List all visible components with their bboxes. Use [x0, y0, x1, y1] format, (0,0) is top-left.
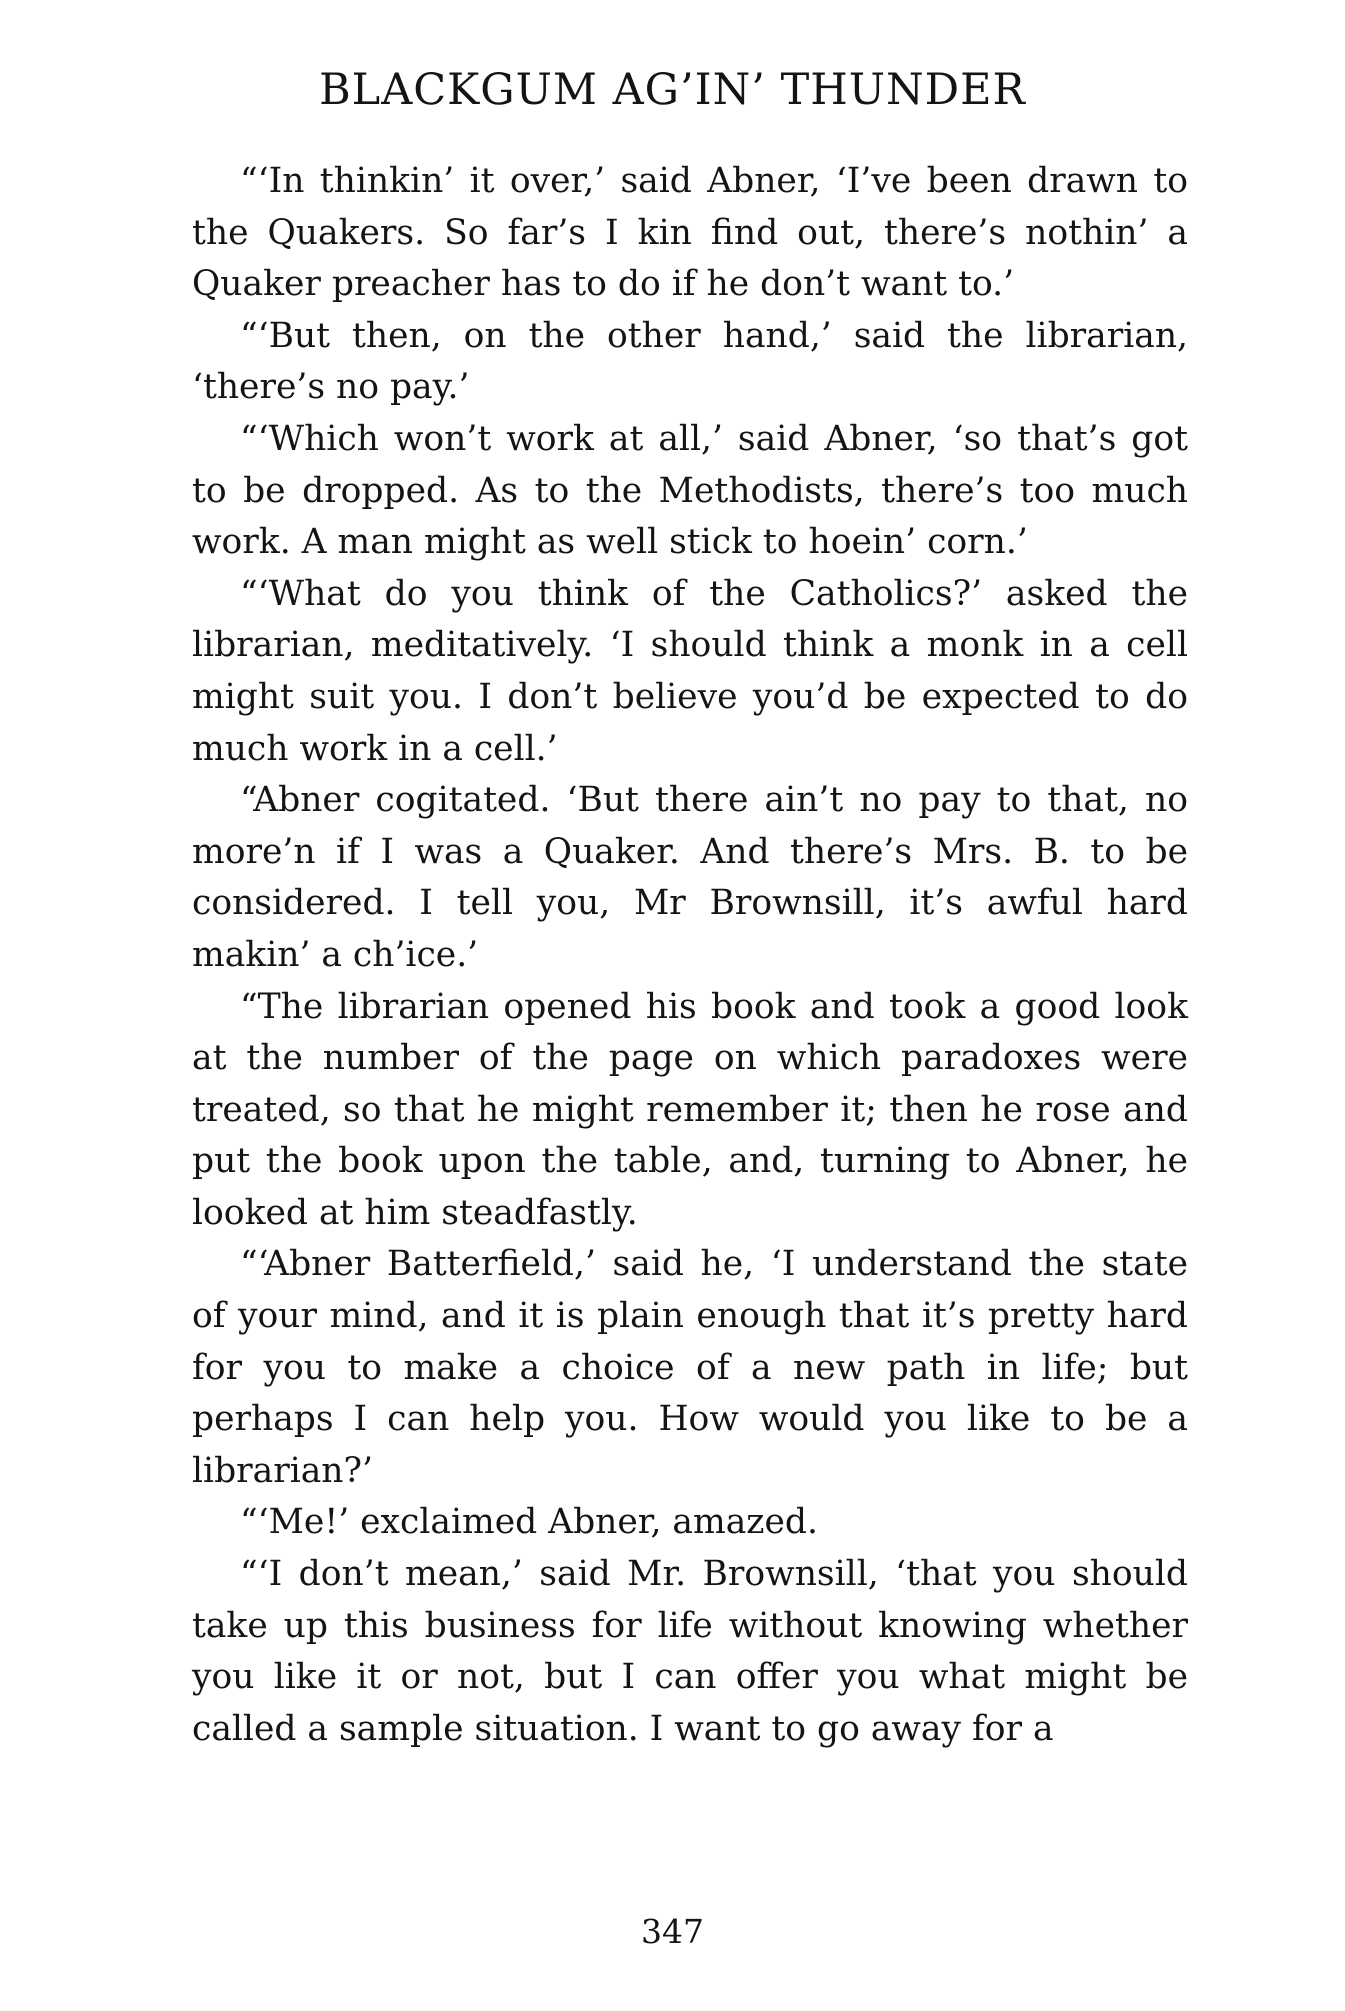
paragraph-8: “‘Me!’ exclaimed Abner, amazed.: [240, 1502, 818, 1543]
paragraph-2: “‘But then, on the other hand,’ said the librarian, ‘there’s no pay.’: [192, 315, 1188, 408]
body-text: [192, 156, 1188, 1755]
paragraph-5: “Abner cogitated. ‘But there ain’t no pay to that, no more’n if I was a Quaker. And there’s Mrs. B. to be considered. I tell you, Mr Brownsill, it’s awful hard makin’ a ch’ice.’: [192, 780, 1188, 975]
paragraph-7: “‘Abner Batterfield,’ said he, ‘I understand the state of your mind, and it is plain enough that it’s pretty hard for you to make a choice of a new path in life; but perhaps I can help you. How would you like to be a librarian?’: [192, 1244, 1188, 1491]
paragraph-9: “‘I don’t mean,’ said Mr. Brownsill, ‘that you should take up this business for life without knowing whether you like it or not, but I can offer you what might be called a sample situation. I want to go away for a: [192, 1554, 1188, 1749]
running-head: BLACKGUM AG’IN’ THUNDER: [319, 65, 1026, 115]
paragraph-3: “‘Which won’t work at all,’ said Abner, ‘so that’s got to be dropped. As to the Methodists, there’s too much work. A man might as well stick to hoein’ corn.’: [192, 418, 1188, 563]
paragraph-4: “‘What do you think of the Catholics?’ asked the librarian, meditatively. ‘I should think a monk in a cell might suit you. I don’t believe you’d be expected to do much work in a cell.’: [192, 573, 1188, 769]
paragraph-6: “The librarian opened his book and took a good look at the number of the page on which paradoxes were treated, so that he might remember it; then he rose and put the book upon the table, and, turning to Abner, he looked at him steadfastly.: [192, 986, 1188, 1233]
page-number: 347: [641, 1912, 704, 1951]
paragraph-1: “‘In thinkin’ it over,’ said Abner, ‘I’ve been drawn to the Quakers. So far’s I kin find out, there’s nothin’ a Quaker preacher has to do if he don’t want to.’: [192, 161, 1188, 305]
